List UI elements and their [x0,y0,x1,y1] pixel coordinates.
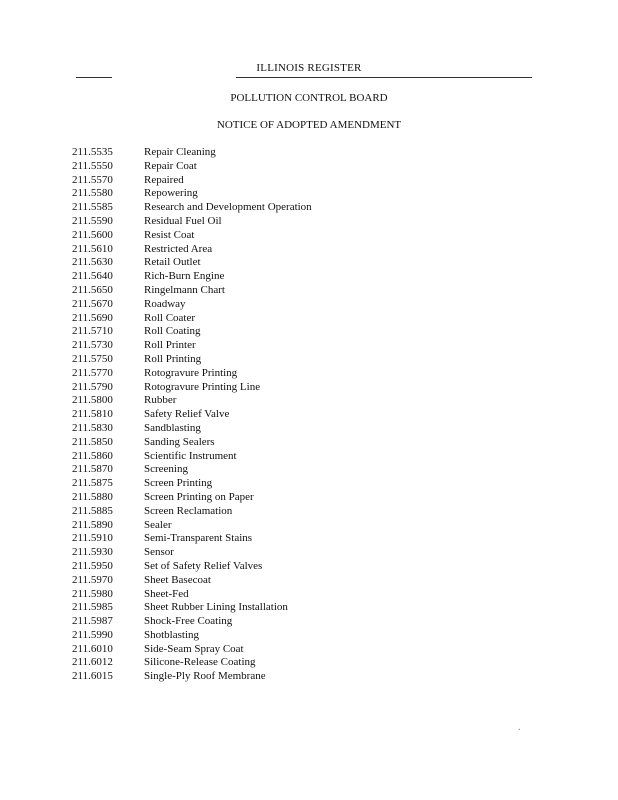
list-item [72,629,312,643]
defined-term: Repair Cleaning [144,146,216,158]
defined-term: Retail Outlet [144,256,201,269]
defined-term: Sensor [144,546,174,559]
section-number: 211.5550 [72,159,113,172]
defined-term: Rotogravure Printing [144,366,238,379]
board-name: POLLUTION CONTROL BOARD [230,92,388,104]
section-number: 211.5640 [72,270,113,283]
section-number: 211.5930 [72,546,113,559]
defined-term: Screening [144,463,188,476]
defined-term: Sheet Basecoat [144,573,211,586]
defined-term: Roadway [144,297,186,310]
section-number: 211.5860 [72,449,113,462]
section-number: 211.6010 [72,642,113,655]
defined-term: Silicone-Release Coating [144,656,256,669]
section-number: 211.5800 [72,394,113,407]
list-item [72,270,312,284]
defined-term: Restricted Area [144,242,213,255]
defined-term: Residual Fuel Oil [144,214,222,227]
section-number: 211.5790 [72,380,113,393]
list-item [72,477,312,491]
section-number: 211.5690 [72,311,113,324]
page-mark: . [518,722,521,733]
defined-term: Shotblasting [144,628,200,641]
section-number: 211.5870 [72,463,113,476]
defined-term: Sheet Rubber Lining Installation [144,601,288,614]
list-item [72,656,312,670]
defined-term: Repaired [144,173,184,186]
section-number: 211.5630 [72,256,113,269]
list-item [72,229,312,243]
list-item [72,546,312,560]
defined-term: Repowering [144,187,198,200]
list-item [72,505,312,519]
defined-term: Sheet-Fed [144,587,189,600]
list-item [72,201,312,215]
defined-term: Safety Relief Valve [144,408,230,421]
section-number: 211.5985 [72,601,113,614]
defined-term: Ringelmann Chart [144,283,225,296]
list-item [72,174,312,188]
section-number: 211.5970 [72,573,113,586]
list-item [72,615,312,629]
defined-term: Sandblasting [144,421,201,434]
section-number: 211.5535 [72,146,113,158]
list-item [72,422,312,436]
defined-term: Rotogravure Printing Line [144,380,261,393]
header-rule-left [76,77,112,78]
list-item [72,436,312,450]
list-item [72,394,312,408]
section-number: 211.5885 [72,504,113,517]
section-number: 211.5610 [72,242,113,255]
list-item [72,353,312,367]
section-number: 211.5830 [72,421,113,434]
list-item [72,243,312,257]
list-item [72,560,312,574]
list-item [72,146,312,160]
section-number: 211.5890 [72,518,113,531]
defined-term: Scientific Instrument [144,449,237,462]
defined-term: Screen Printing [144,477,213,490]
defined-term: Rich-Burn Engine [144,270,225,283]
list-item [72,298,312,312]
list-item [72,339,312,353]
list-item [72,588,312,602]
defined-term: Side-Seam Spray Coat [144,642,244,655]
defined-term: Sealer [144,518,172,531]
section-number: 211.5670 [72,297,113,310]
list-item [72,381,312,395]
list-item [72,284,312,298]
section-number: 211.6012 [72,656,113,669]
list-item [72,325,312,339]
section-number: 211.5580 [72,187,113,200]
section-number: 211.5910 [72,532,113,545]
list-item [72,491,312,505]
defined-term: Roll Coating [144,325,201,338]
definition-list [72,146,312,684]
defined-term: Semi-Transparent Stains [144,532,253,545]
section-number: 211.5710 [72,325,113,338]
defined-term: Repair Coat [144,159,197,172]
defined-term: Screen Reclamation [144,504,233,517]
defined-term: Sanding Sealers [144,435,215,448]
section-number: 211.5810 [72,408,113,421]
section-number: 211.5875 [72,477,113,490]
section-number: 211.5880 [72,490,113,503]
defined-term: Resist Coat [144,228,195,241]
defined-term: Roll Coater [144,311,196,324]
section-number: 211.5750 [72,352,113,365]
list-item [72,670,312,684]
defined-term: Roll Printer [144,339,196,352]
list-item [72,408,312,422]
section-number: 211.5570 [72,173,113,186]
section-number: 211.5585 [72,201,113,214]
defined-term: Roll Printing [144,352,202,365]
list-item [72,367,312,381]
section-number: 211.5600 [72,228,113,241]
notice-title: NOTICE OF ADOPTED AMENDMENT [216,119,402,131]
register-title: ILLINOIS REGISTER [256,62,362,74]
header-rule-right [236,77,532,78]
section-number: 211.5950 [72,559,113,572]
list-item [72,532,312,546]
defined-term: Rubber [144,394,177,407]
section-number: 211.5980 [72,587,113,600]
list-item [72,312,312,326]
section-number: 211.5730 [72,339,113,352]
list-item [72,463,312,477]
section-number: 211.5770 [72,366,113,379]
section-number: 211.5850 [72,435,113,448]
defined-term: Screen Printing on Paper [144,490,254,503]
section-number: 211.6015 [72,670,113,683]
list-item [72,574,312,588]
section-number: 211.5590 [72,214,113,227]
section-number: 211.5650 [72,283,113,296]
section-number: 211.5987 [72,615,113,628]
list-item [72,160,312,174]
list-item [72,450,312,464]
list-item [72,215,312,229]
defined-term: Single-Ply Roof Membrane [144,670,266,683]
list-item [72,643,312,657]
section-number: 211.5990 [72,628,113,641]
list-item [72,187,312,201]
defined-term: Shock-Free Coating [144,615,233,628]
list-item [72,256,312,270]
defined-term: Set of Safety Relief Valves [144,559,263,572]
list-item [72,601,312,615]
defined-term: Research and Development Operation [144,201,312,214]
list-item [72,519,312,533]
